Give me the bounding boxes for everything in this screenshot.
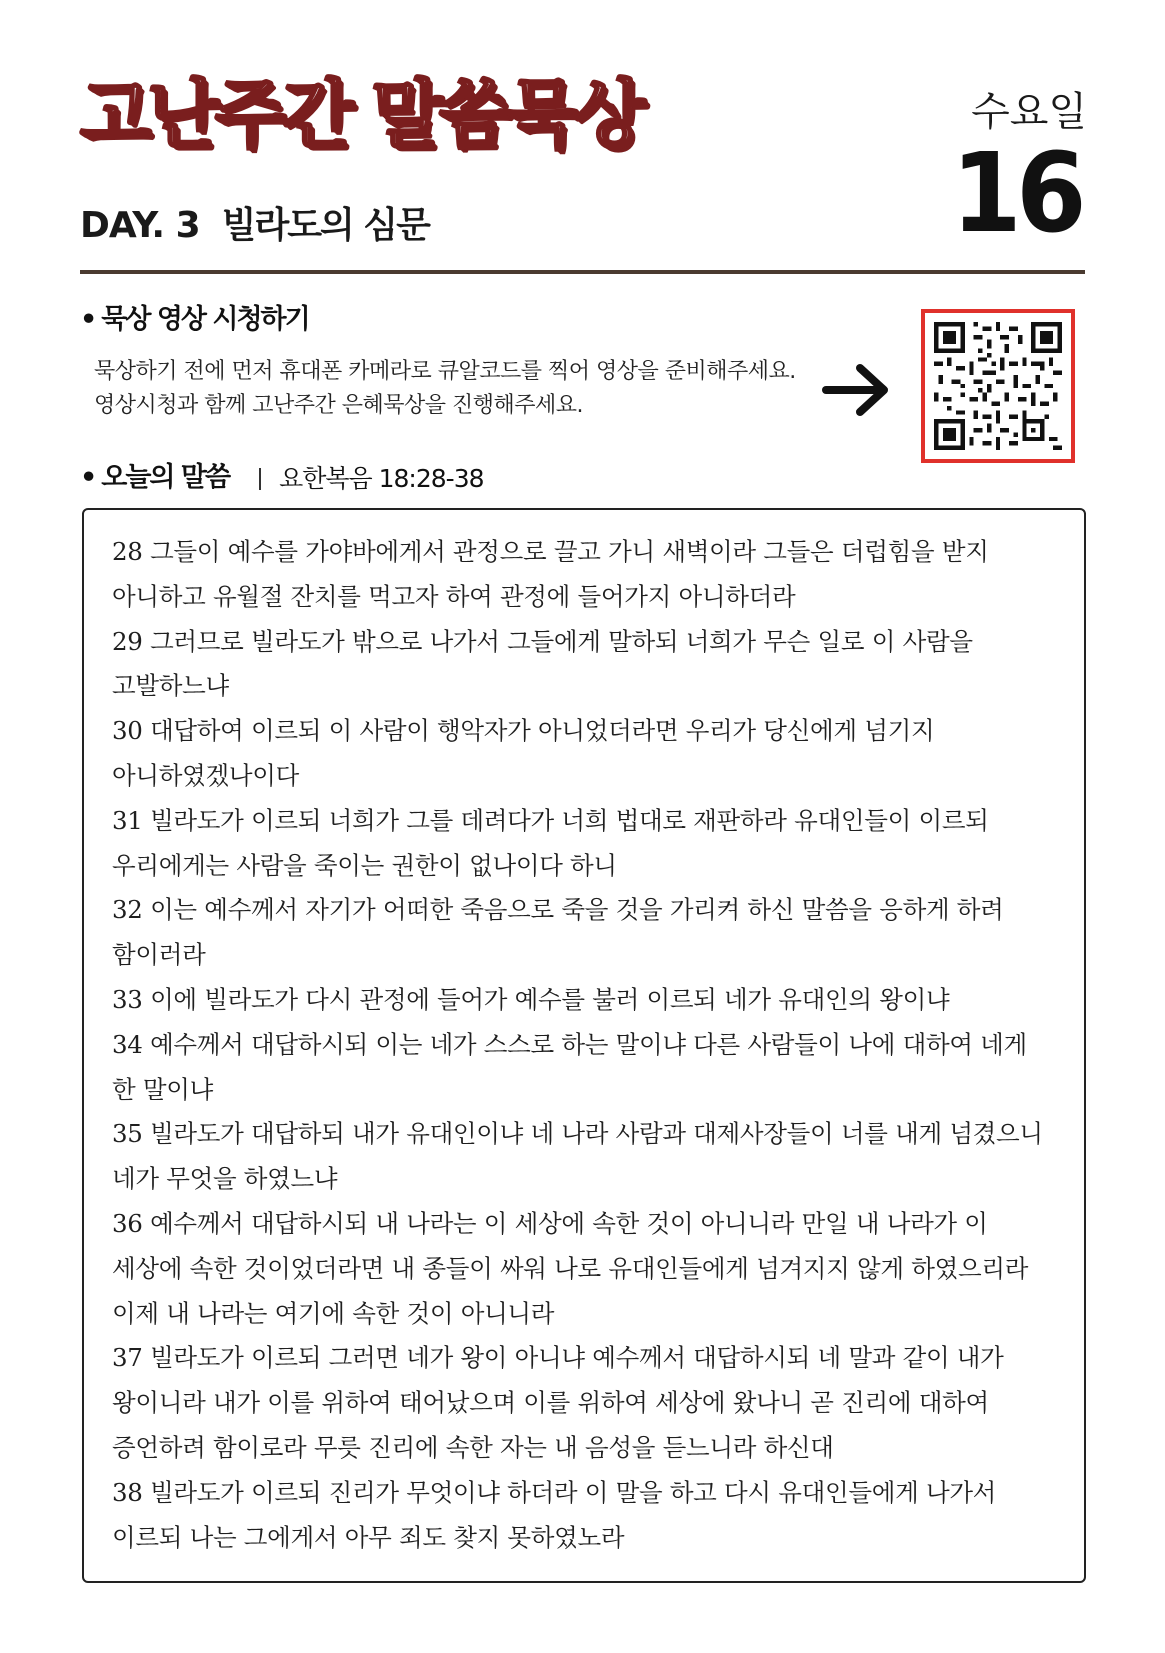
verse-33: 33 이에 빌라도가 다시 관정에 들어가 예수를 불러 이르되 네가 유대인의 왕이냐 — [112, 984, 950, 1014]
bullet-icon: • — [80, 462, 96, 493]
verse-30: 30 대답하여 이르되 이 사람이 행악자가 아니었더라면 우리가 당신에게 넘기지 아니하였겠나이다 — [112, 716, 935, 790]
verse-31: 31 빌라도가 이르되 너희가 그를 데려다가 너희 법대로 재판하라 유대인들이 이르되 우리에게는 사람을 죽이는 권한이 없나이다 하니 — [112, 805, 989, 880]
verse-28: 28 그들이 예수를 가야바에게서 관정으로 끌고 가니 새벽이라 그들은 더럽힘을 받지 아니하고 유월절 잔치를 먹고자 하여 관정에 들어가지 아니하더라 — [112, 537, 989, 611]
qr-code-icon — [934, 322, 1062, 450]
verse-36: 36 예수께서 대답하시되 내 나라는 이 세상에 속한 것이 아니니라 만일 내 나라가 이 세상에 속한 것이었더라면 내 종들이 싸워 나로 유대인들에게 넘겨지지 않게 하였으리라 이제 내 나라는 여기에 속한 것이 아니니라 — [112, 1208, 1029, 1328]
page-title: 고난주간 말씀묵상 — [80, 72, 642, 158]
day-label: DAY. 3 — [80, 205, 200, 246]
day-subtitle: 빌라도의 심문 — [221, 205, 429, 246]
verse-34: 34 예수께서 대답하시되 이는 네가 스스로 하는 말이냐 다른 사람들이 나에 대하여 네게 한 말이냐 — [112, 1029, 1027, 1104]
scripture-box — [82, 508, 1086, 1583]
word-heading-text: 오늘의 말씀 — [101, 462, 230, 493]
header-divider — [80, 270, 1085, 274]
weekday-label: 수요일 — [971, 89, 1087, 135]
date-number: 16 — [951, 129, 1081, 257]
video-section-heading — [80, 306, 309, 333]
verse-37: 37 빌라도가 이르되 그러면 네가 왕이 아니냐 예수께서 대답하시되 네 말과 같이 내가 왕이니라 내가 이를 위하여 태어났으며 이를 위하여 세상에 왔나니 곧 진리에 대하여 증언하려 함이로라 무릇 진리에 속한 자는 내 음성을 듣느니라 하신대 — [112, 1343, 1004, 1462]
verse-35: 35 빌라도가 대답하되 내가 유대인이냐 네 나라 사람과 대제사장들이 너를 내게 넘겼으니 네가 무엇을 하였느냐 — [112, 1119, 1043, 1194]
word-section-heading — [80, 464, 484, 491]
qr-code[interactable] — [921, 309, 1075, 463]
verse-38: 38 빌라도가 이르되 진리가 무엇이냐 하더라 이 말을 하고 다시 유대인들에게 나가서 이르되 나는 그에게서 아무 죄도 찾지 못하였노라 — [112, 1477, 997, 1552]
day-heading — [80, 205, 429, 246]
arrow-right-icon — [820, 360, 892, 420]
verse-29: 29 그러므로 빌라도가 밖으로 나가서 그들에게 말하되 너희가 무슨 일로 이 사람을 고발하느냐 — [112, 626, 973, 701]
video-heading-text: 묵상 영상 시청하기 — [101, 304, 309, 335]
scripture-reference: 요한복음 18:28-38 — [279, 464, 484, 493]
heading-divider — [259, 468, 261, 490]
bullet-icon: • — [80, 304, 96, 335]
video-instructions: 묵상하기 전에 먼저 휴대폰 카메라로 큐알코드를 찍어 영상을 준비해주세요. 영상시청과 함께 고난주간 은혜묵상을 진행해주세요. — [94, 359, 796, 418]
verse-32: 32 이는 예수께서 자기가 어떠한 죽음으로 죽을 것을 가리켜 하신 말씀을 응하게 하려 함이러라 — [112, 895, 1004, 970]
